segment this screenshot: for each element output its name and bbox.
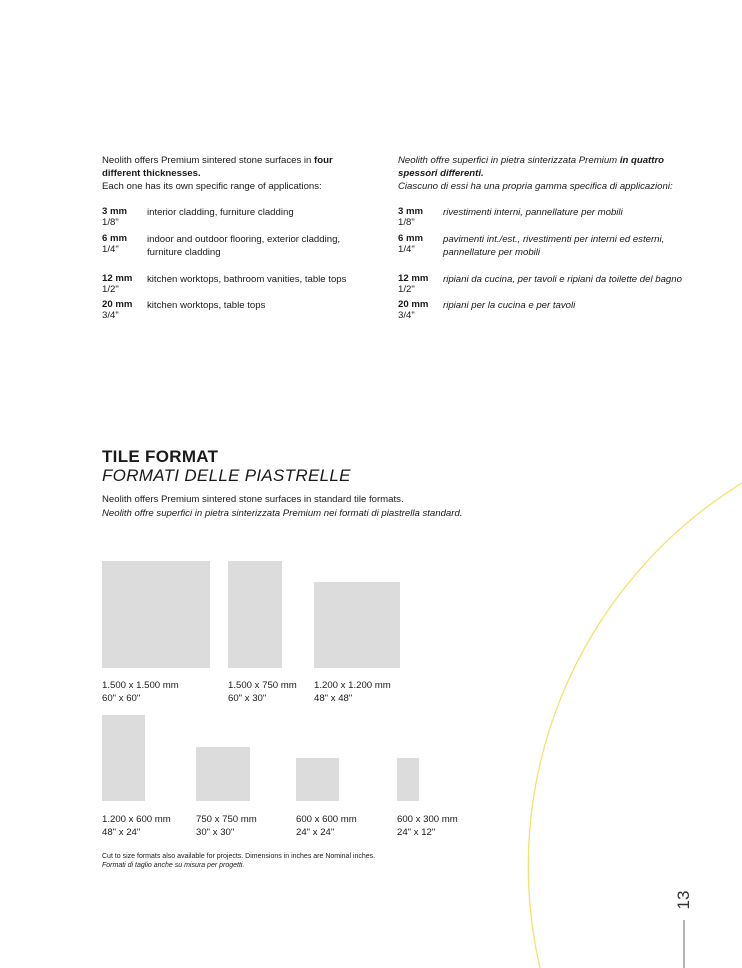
thickness-row-it-3mm: 3 mm 1/8" rivestimenti interni, pannellature per mobili bbox=[398, 206, 623, 228]
thickness-intro-it-line2: Ciascuno di essi ha una propria gamma specifica di applicazioni: bbox=[398, 181, 673, 192]
tile-1200x1200 bbox=[314, 582, 400, 668]
tile-label-600x600: 600 x 600 mm 24" x 24" bbox=[296, 814, 357, 838]
tile-label-600x300: 600 x 300 mm 24" x 12" bbox=[397, 814, 458, 838]
thickness-row-it-20mm: 20 mm 3/4" ripiani per la cucina e per tavoli bbox=[398, 299, 576, 321]
arc-line bbox=[528, 483, 742, 968]
thickness-intro-en-line1: Neolith offers Premium sintered stone surfaces in four different thicknesses. bbox=[102, 155, 333, 179]
tile-label-1500x750: 1.500 x 750 mm 60" x 30" bbox=[228, 680, 297, 704]
tile-600x300 bbox=[397, 758, 419, 801]
tile-label-1500x1500: 1.500 x 1.500 mm 60" x 60" bbox=[102, 680, 179, 704]
thickness-intro-en-line2: Each one has its own specific range of applications: bbox=[102, 181, 322, 192]
tile-1200x600 bbox=[102, 715, 145, 801]
thickness-row-en-20mm: 20 mm 3/4" kitchen worktops, table tops bbox=[102, 299, 266, 321]
footnote-it: Formati di taglio anche su misura per progetti. bbox=[102, 862, 245, 869]
thickness-row-en-3mm: 3 mm 1/8" interior cladding, furniture cladding bbox=[102, 206, 294, 228]
tile-1500x750 bbox=[228, 561, 282, 668]
thickness-intro-it-line1: Neolith offre superfici in pietra sinterizzata Premium in quattro spessori differenti. bbox=[398, 155, 665, 179]
tile-format-desc-it: Neolith offre superfici in pietra sinterizzata Premium nei formati di piastrella standard. bbox=[102, 508, 463, 519]
tile-label-1200x600: 1.200 x 600 mm 48" x 24" bbox=[102, 814, 171, 838]
tile-format-title: TILE FORMAT bbox=[102, 447, 219, 466]
tile-label-750x750: 750 x 750 mm 30" x 30" bbox=[196, 814, 257, 838]
page-number: 13 bbox=[674, 890, 693, 910]
thickness-row-en-12mm: 12 mm 1/2" kitchen worktops, bathroom vanities, table tops bbox=[102, 273, 347, 295]
tile-600x600 bbox=[296, 758, 339, 801]
thickness-intro-it bbox=[398, 154, 698, 193]
thickness-intro-en bbox=[102, 154, 372, 193]
tile-750x750 bbox=[196, 747, 250, 801]
footnote-en: Cut to size formats also available for projects. Dimensions in inches are Nominal inches. bbox=[102, 853, 376, 860]
tile-label-1200x1200: 1.200 x 1.200 mm 48" x 48" bbox=[314, 680, 391, 704]
thickness-row-it-6mm: 6 mm 1/4" pavimenti int./est., rivestimenti per interni ed esterni, pannellature per mobili bbox=[398, 233, 665, 258]
tile-1500x1500 bbox=[102, 561, 210, 668]
thickness-row-en-6mm: 6 mm 1/4" indoor and outdoor flooring, exterior cladding, furniture cladding bbox=[102, 233, 341, 258]
tile-format-subtitle: FORMATI DELLE PIASTRELLE bbox=[102, 466, 351, 485]
thickness-row-it-12mm: 12 mm 1/2" ripiani da cucina, per tavoli e ripiani da toilette del bagno bbox=[398, 273, 682, 295]
tile-format-desc-en: Neolith offers Premium sintered stone surfaces in standard tile formats. bbox=[102, 494, 404, 505]
